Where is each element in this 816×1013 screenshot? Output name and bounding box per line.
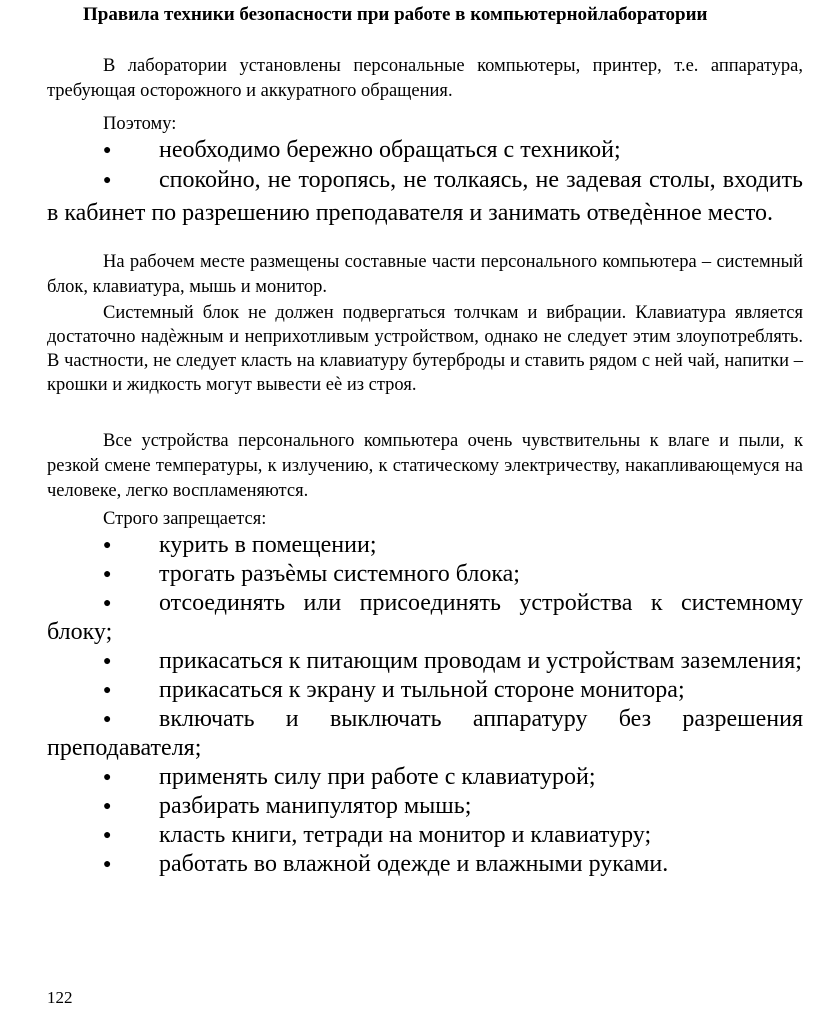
bullet-icon: ● [103,173,112,188]
system-unit-paragraph: Системный блок не должен подвергаться толчкам и вибрации. Клавиатура является достаточно надѐжным и неприхотливым устройством, однако не следует этим злоупотреблять. В частности, не следует класть на клавиатуру бутерброды и ставить рядом с ней чай, напитки – крошки и жидкость могут вывести еѐ из строя. [47,303,803,395]
forbidden-item: ● прикасаться к питающим проводам и устройствам заземления; [47,647,803,676]
forbidden-item: ● работать во влажной одежде и влажными руками. [47,850,803,879]
sensitivity-paragraph: Все устройства персонального компьютера очень чувствительны к влаге и пыли, к резкой смене температуры, к излучению, к статическому электричеству, накапливающемуся на человеке, легко воспламеняются. [47,431,803,501]
bullet-icon: ● [103,712,112,727]
bullet-icon: ● [103,683,112,698]
bullet-icon: ● [103,538,112,553]
therefore-label: Поэтому: [103,114,177,134]
forbidden-item: ● включать и выключать аппаратуру без разрешения преподавателя; [47,706,803,761]
forbidden-heading: Строго запрещается: [103,509,267,529]
workplace-paragraph: На рабочем месте размещены составные части персонального компьютера – системный блок, клавиатура, мышь и монитор. [47,252,803,297]
forbidden-item: ● применять силу при работе с клавиатурой; [47,763,803,792]
forbidden-item: ● класть книги, тетради на монитор и клавиатуру; [47,821,803,850]
forbidden-item: ● прикасаться к экрану и тыльной стороне монитора; [47,676,803,705]
bullet-icon: ● [103,596,112,611]
bullet-icon: ● [103,567,112,582]
bullet-icon: ● [103,828,112,843]
bullet-icon: ● [103,143,112,158]
forbidden-item: ● разбирать манипулятор мышь; [47,792,803,821]
rule-item-1: ● необходимо бережно обращаться с техникой; [47,136,803,165]
bullet-icon: ● [103,654,112,669]
bullet-icon: ● [103,799,112,814]
forbidden-item: ● курить в помещении; [47,531,803,560]
forbidden-list [47,531,803,879]
forbidden-item: ● трогать разъѐмы системного блока; [47,560,803,589]
page-title: Правила техники безопасности при работе в компьютернойлаборатории [83,4,708,25]
intro-paragraph: В лаборатории установлены персональные компьютеры, принтер, т.е. аппаратура, требующая осторожного и аккуратного обращения. [47,56,803,101]
bullet-icon: ● [103,857,112,872]
rule-item-2: ● спокойно, не торопясь, не толкаясь, не задевая столы, входить в кабинет по разрешению преподавателя и занимать отведѐнное место. [47,164,803,230]
page-number: 122 [47,988,73,1007]
forbidden-item: ● отсоединять или присоединять устройства к системному блоку; [47,590,803,645]
bullet-icon: ● [103,770,112,785]
